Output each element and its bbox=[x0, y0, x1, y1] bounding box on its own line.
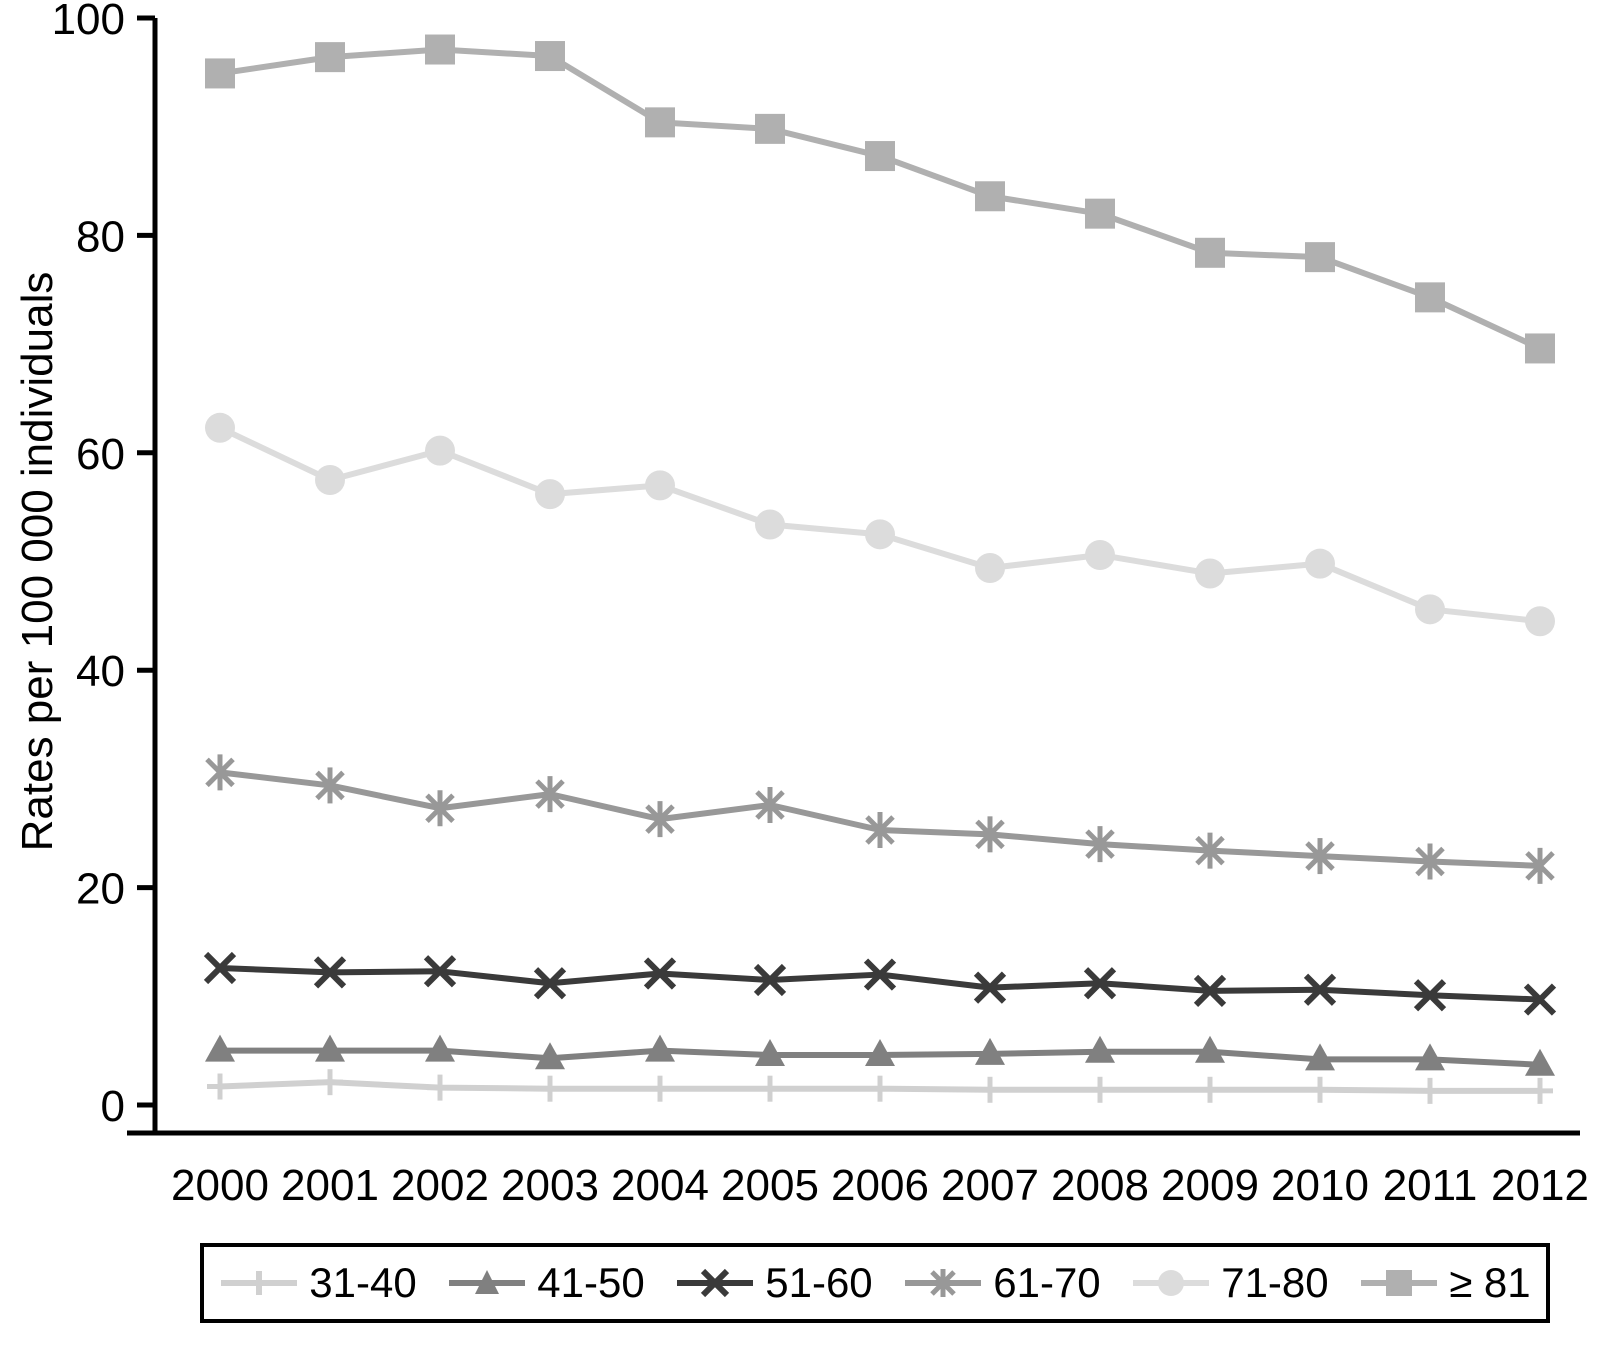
series-61-70 bbox=[207, 754, 1553, 883]
svg-text:2009: 2009 bbox=[1161, 1161, 1259, 1210]
legend-label: 61-70 bbox=[993, 1259, 1101, 1306]
series-71-80 bbox=[205, 413, 1555, 636]
svg-text:2004: 2004 bbox=[611, 1161, 709, 1210]
svg-text:2008: 2008 bbox=[1051, 1161, 1149, 1210]
chart-legend bbox=[200, 1243, 1550, 1323]
svg-text:0: 0 bbox=[100, 1082, 125, 1131]
svg-text:2005: 2005 bbox=[721, 1161, 819, 1210]
legend-swatch-x-icon bbox=[675, 1266, 755, 1300]
svg-text:2000: 2000 bbox=[171, 1161, 269, 1210]
legend-item-81-plus[interactable] bbox=[1355, 1259, 1534, 1307]
svg-text:2001: 2001 bbox=[281, 1161, 379, 1210]
y-axis-label: Rates per 100 000 individuals bbox=[13, 271, 62, 852]
legend-label: 71-80 bbox=[1221, 1259, 1329, 1306]
series-31-40 bbox=[207, 1069, 1553, 1104]
legend-item-41-50[interactable] bbox=[443, 1259, 648, 1307]
legend-item-31-40[interactable] bbox=[215, 1259, 420, 1307]
series-81 bbox=[205, 35, 1555, 364]
legend-label: ≥ 81 bbox=[1449, 1259, 1531, 1306]
svg-text:2002: 2002 bbox=[391, 1161, 489, 1210]
series-51-60 bbox=[206, 954, 1554, 1014]
svg-text:2010: 2010 bbox=[1271, 1161, 1369, 1210]
svg-text:80: 80 bbox=[76, 212, 125, 262]
legend-label: 31-40 bbox=[309, 1259, 417, 1306]
svg-text:100: 100 bbox=[51, 0, 125, 44]
legend-swatch-asterisk-icon bbox=[903, 1266, 983, 1300]
svg-text:2012: 2012 bbox=[1491, 1161, 1589, 1210]
svg-text:2007: 2007 bbox=[941, 1161, 1039, 1210]
legend-swatch-circle-icon bbox=[1131, 1266, 1211, 1300]
x-axis-ticks bbox=[171, 1161, 1589, 1210]
svg-text:2003: 2003 bbox=[501, 1161, 599, 1210]
series-41-50 bbox=[205, 1035, 1555, 1076]
legend-swatch-plus-icon bbox=[219, 1266, 299, 1300]
legend-item-51-60[interactable] bbox=[671, 1259, 876, 1307]
legend-label: 51-60 bbox=[765, 1259, 873, 1306]
legend-label: 41-50 bbox=[537, 1259, 645, 1306]
y-axis-ticks bbox=[52, 0, 155, 1131]
legend-swatch-triangle-icon bbox=[447, 1266, 527, 1300]
svg-text:40: 40 bbox=[76, 647, 125, 697]
svg-text:20: 20 bbox=[76, 864, 125, 914]
svg-text:2011: 2011 bbox=[1382, 1161, 1478, 1210]
svg-text:2006: 2006 bbox=[831, 1161, 929, 1210]
svg-text:60: 60 bbox=[76, 429, 125, 479]
chart-axes bbox=[127, 18, 1580, 1133]
legend-item-71-80[interactable] bbox=[1127, 1259, 1332, 1307]
legend-swatch-square-icon bbox=[1359, 1266, 1439, 1300]
legend-item-61-70[interactable] bbox=[899, 1259, 1104, 1307]
